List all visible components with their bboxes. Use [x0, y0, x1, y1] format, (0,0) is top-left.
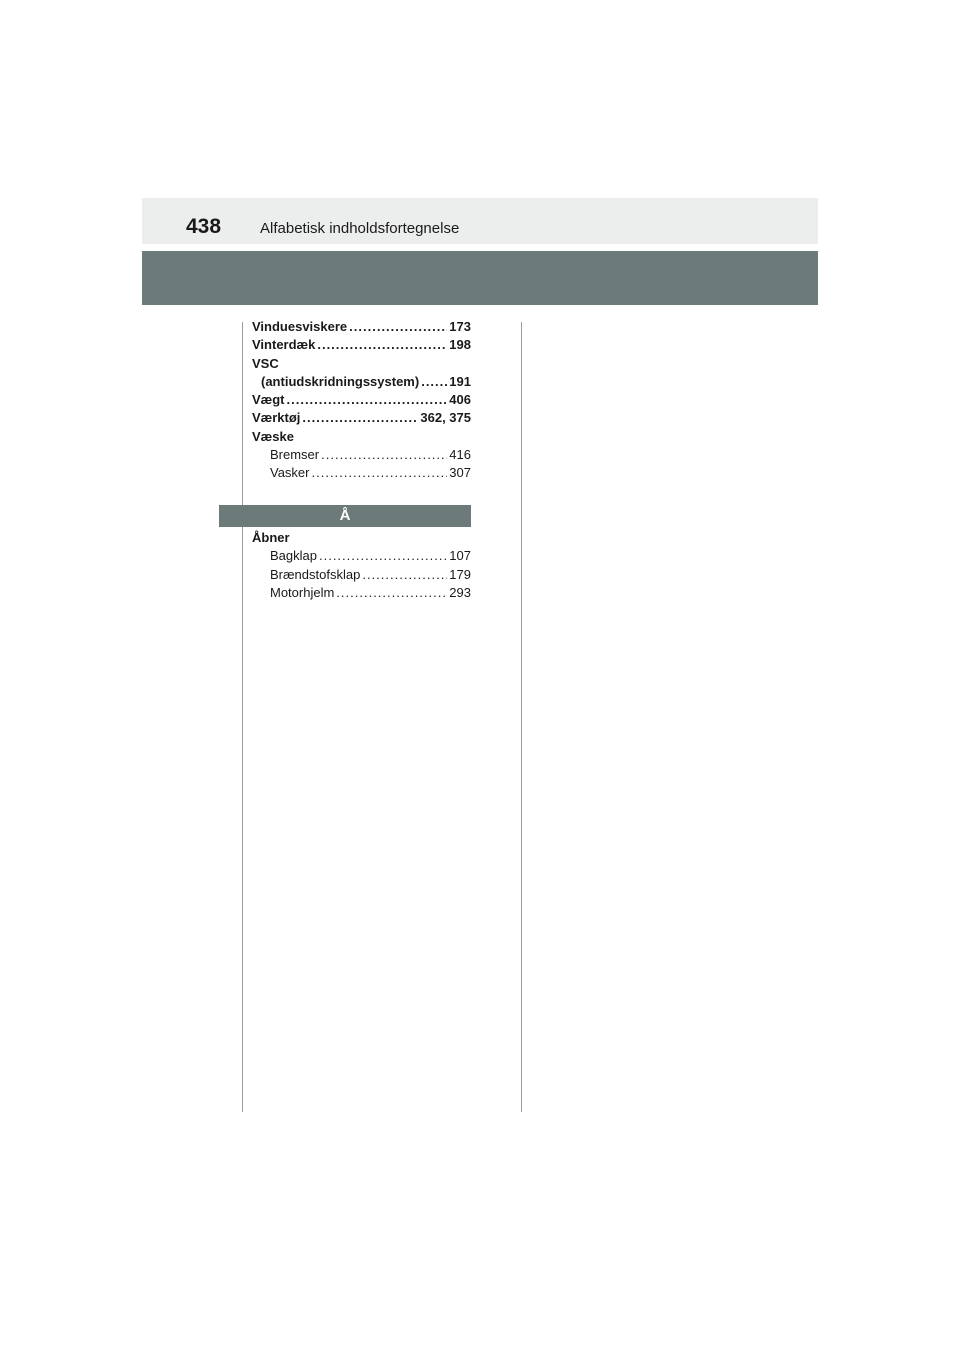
index-entry: Værktøj ..... 362, 375	[252, 409, 471, 427]
page-ref: 107	[449, 548, 471, 564]
page-ref: 416	[449, 447, 471, 463]
page-ref: 179	[449, 566, 471, 582]
page-ref: 198	[449, 337, 471, 353]
page-title: Alfabetisk indholdsfortegnelse	[260, 220, 460, 237]
index-heading: Væske	[252, 428, 294, 444]
index-column-aa	[252, 529, 471, 602]
index-entry: Vinduesviskere ..... 173	[252, 318, 471, 336]
page-ref: 307	[449, 465, 471, 481]
letter-heading: Å	[219, 505, 471, 527]
index-entry: (antiudskridningssystem) ..... 191	[252, 373, 471, 391]
index-entry: Vinterdæk ..... 198	[252, 336, 471, 354]
index-heading: VSC	[252, 355, 279, 371]
index-column-v	[252, 318, 471, 483]
header-bar	[142, 198, 818, 244]
index-subentry: Bremser ..... 416	[252, 446, 471, 464]
index-subentry: Motorhjelm ..... 293	[252, 584, 471, 602]
column-divider-right	[521, 322, 522, 1112]
page-number: 438	[186, 215, 222, 238]
page-ref: 406	[449, 392, 471, 408]
index-entry: Vægt ..... 406	[252, 391, 471, 409]
page-ref: 362, 375	[420, 410, 471, 426]
index-subentry: Brændstofsklap ..... 179	[252, 566, 471, 584]
section-band	[142, 251, 818, 305]
page-ref: 293	[449, 584, 471, 600]
index-subentry: Vasker ..... 307	[252, 464, 471, 482]
page-ref: 173	[449, 319, 471, 334]
page-ref: 191	[449, 373, 471, 389]
index-heading: Åbner	[252, 530, 290, 545]
index-subentry: Bagklap ..... 107	[252, 547, 471, 565]
column-divider-left	[242, 322, 243, 1112]
